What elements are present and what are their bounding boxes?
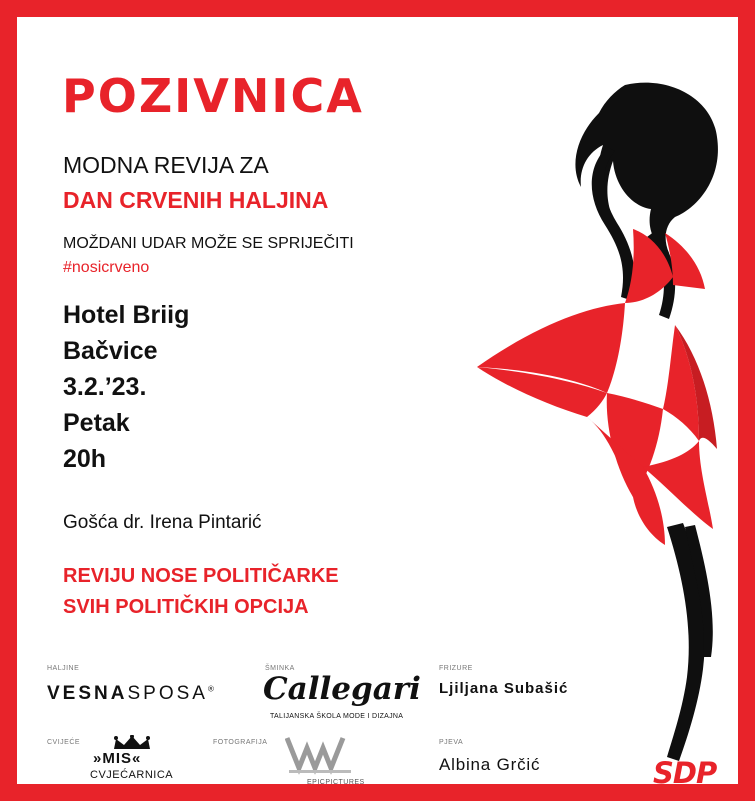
cvijece-label: CVIJEĆE [47,739,81,746]
subtitle-line-2: DAN CRVENIH HALJINA [63,187,329,213]
crown-icon [112,735,152,751]
frizure-label: FRIZURE [439,665,473,672]
stroke-prevention-text: MOŽDANI UDAR MOŽE SE SPRIJEČITI [63,235,354,252]
pjeva-label: PJEVA [439,739,464,746]
sdp-party-logo: SDP [653,756,717,790]
subtitle-line-1: MODNA REVIJA ZA [63,152,269,178]
singer-name: Albina Grčić [439,755,541,774]
vesna-part1: VESNA [47,683,128,704]
revija-line-2: SVIH POLITIČKIH OPCIJA [63,596,309,618]
mis-logo-name: »MIS« [93,750,142,767]
vesna-sposa-logo [47,683,214,705]
haljine-label: HALJINE [47,665,80,672]
callegari-logo: Callegari [263,671,421,707]
epicpictures-text: EPICPICTURES [307,779,365,786]
mis-logo-sub: CVJEĆARNICA [90,769,174,781]
callegari-subtitle: TALIJANSKA ŠKOLA MODE I DIZAJNA [270,713,404,720]
sminka-label: ŠMINKA [265,665,295,672]
event-time: 20h [63,445,107,473]
frizure-name: Ljiljana Subašić [439,680,569,697]
hashtag: #nosicrveno [63,259,150,276]
vesna-part2: SPOSA [127,683,208,704]
fotografija-label: FOTOGRAFIJA [213,739,268,746]
event-date: 3.2.’23. [63,373,147,401]
woman-in-red-dress-illustration [437,57,737,777]
event-day: Petak [63,409,130,437]
revija-line-1: REVIJU NOSE POLITIČARKE [63,565,339,587]
guest-line: Gošća dr. Irena Pintarić [63,512,262,533]
epicpictures-logo-icon [285,734,355,778]
event-venue: Hotel Briig [63,301,190,329]
page-title: POZIVNICA [62,69,364,123]
event-location: Bačvice [63,337,158,365]
registered-mark: ® [207,684,214,694]
revija-statement [63,561,339,623]
event-details [63,297,189,477]
